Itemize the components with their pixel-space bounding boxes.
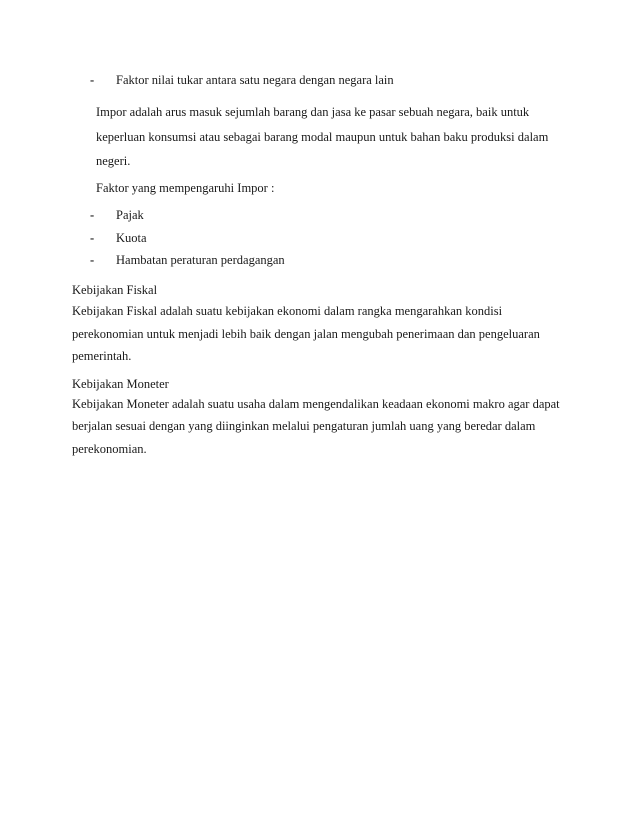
impor-definition-line: negeri. (96, 154, 131, 168)
list-item-text: Pajak (116, 208, 144, 222)
fiskal-line: pemerintah. (72, 349, 132, 363)
fiskal-heading: Kebijakan Fiskal (72, 283, 158, 297)
list-item (90, 252, 285, 268)
bullet-dash: - (90, 208, 95, 222)
fiskal-line: perekonomian untuk menjadi lebih baik dengan jalan mengubah penerimaan dan pengeluaran (72, 327, 540, 341)
list-item (90, 207, 144, 223)
fiskal-line: Kebijakan Fiskal adalah suatu kebijakan ekonomi dalam rangka mengarahkan kondisi (72, 304, 503, 318)
bullet-dash: - (90, 231, 95, 245)
bullet-dash: - (90, 253, 95, 267)
list-item-text: Faktor nilai tukar antara satu negara dengan negara lain (116, 73, 394, 87)
list-item-text: Hambatan peraturan perdagangan (116, 253, 285, 267)
bullet-dash: - (90, 73, 95, 87)
impor-definition-line: keperluan konsumsi atau sebagai barang modal maupun untuk bahan baku produksi dalam (96, 130, 549, 144)
moneter-heading: Kebijakan Moneter (72, 377, 169, 391)
moneter-line: berjalan sesuai dengan yang diinginkan melalui pengaturan jumlah uang yang beredar dalam (72, 419, 536, 433)
list-item-text: Kuota (116, 231, 147, 245)
moneter-line: perekonomian. (72, 442, 147, 456)
impor-definition-line: Impor adalah arus masuk sejumlah barang dan jasa ke pasar sebuah negara, baik untuk (96, 105, 530, 119)
impor-factors-heading: Faktor yang mempengaruhi Impor : (96, 181, 275, 195)
moneter-line: Kebijakan Moneter adalah suatu usaha dalam mengendalikan keadaan ekonomi makro agar dapat (72, 397, 560, 411)
list-item (90, 72, 394, 88)
list-item (90, 230, 147, 246)
